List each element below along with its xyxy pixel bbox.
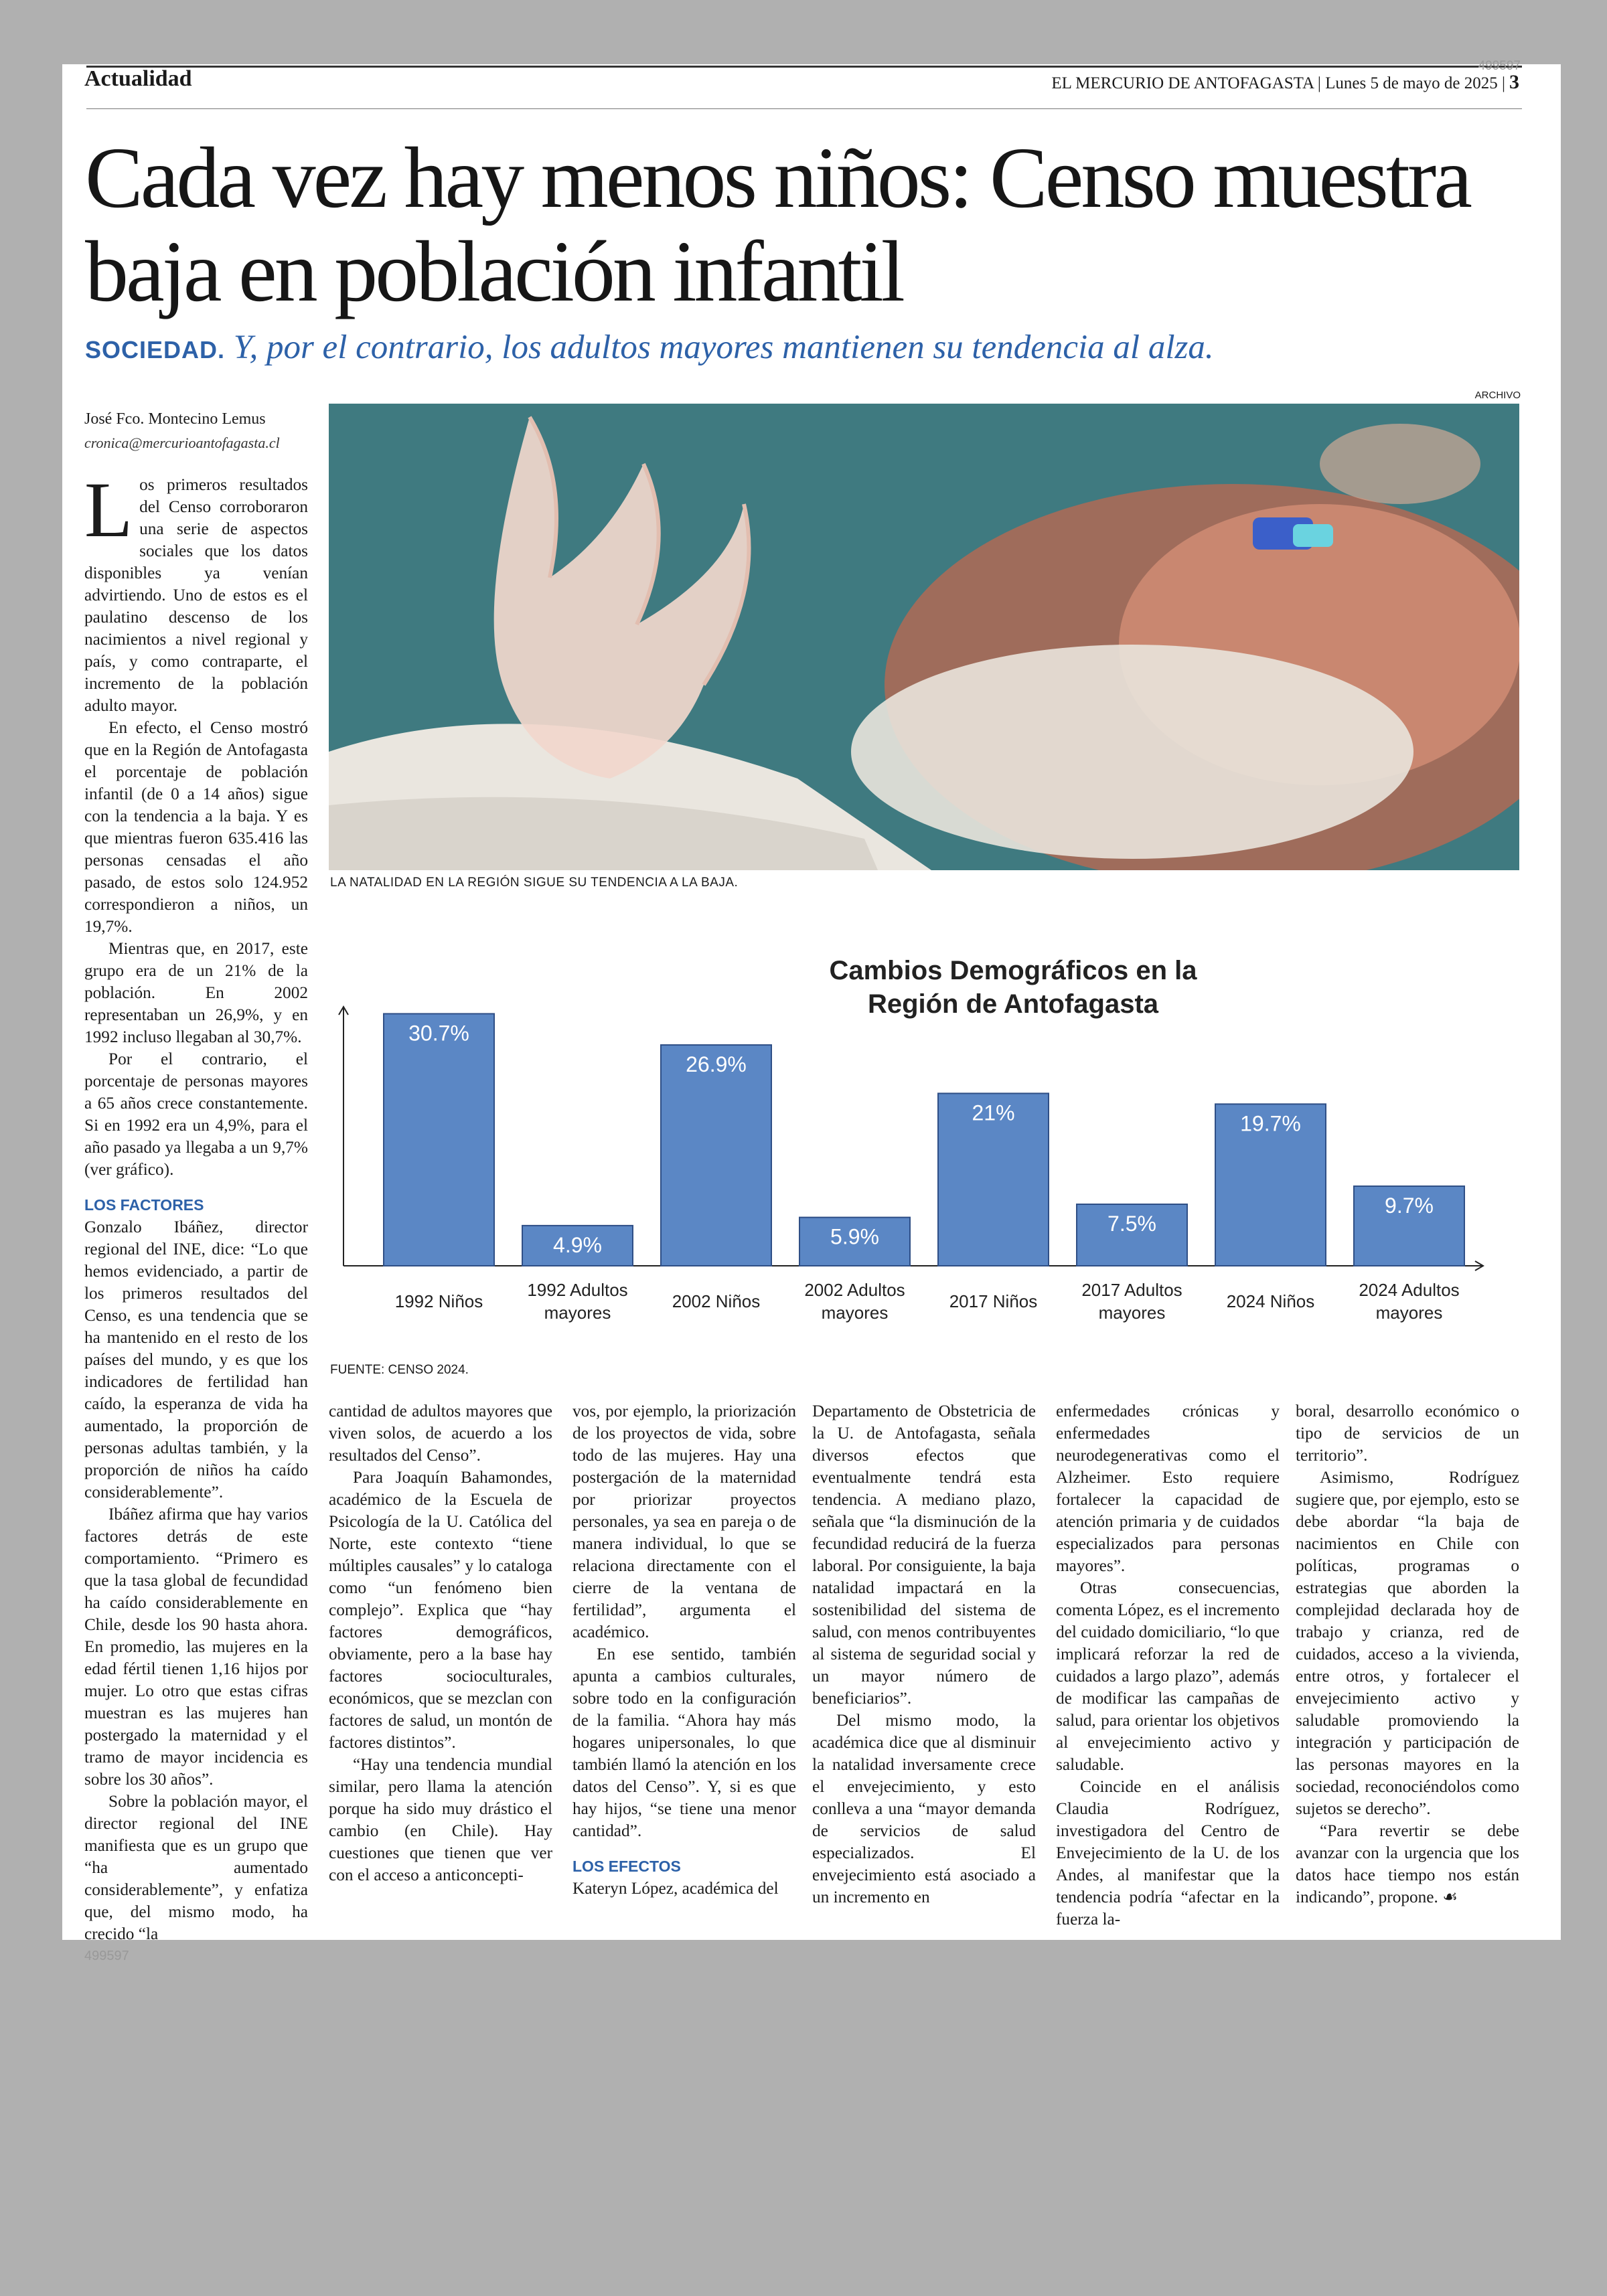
paragraph: Kateryn López, académica del <box>572 1879 779 1898</box>
paragraph <box>1296 1820 1519 1908</box>
x-tick-label: mayores <box>1098 1303 1166 1323</box>
article-column-3 <box>572 1400 796 1900</box>
photo-caption: LA NATALIDAD EN LA REGIÓN SIGUE SU TENDENCIA A LA BAJA. <box>330 876 739 890</box>
paragraph: enfermedades crónicas y enfermedades neurodegenerativas como el Alzheimer. Esto requiere fortalecer la capacidad de atención primaria y de cuidados especializados para personas mayores”. <box>1056 1402 1280 1575</box>
paragraph: Del mismo modo, la académica dice que al disminuir la natalidad inversamente crece el envejecimiento, y esto conlleva a una “mayor demanda de servicios de salud especializados. El envejecimiento está asociado a un incremento en <box>812 1711 1036 1906</box>
bar-value-label: 7.5% <box>1107 1212 1156 1236</box>
chart-title-line1: Cambios Demográficos en la <box>829 956 1197 985</box>
x-tick-label: 2024 Adultos <box>1359 1280 1460 1300</box>
x-tick-label: 2017 Adultos <box>1081 1280 1182 1300</box>
paragraph <box>84 466 308 717</box>
subhead-factores: LOS FACTORES <box>84 1196 204 1214</box>
paragraph: vos, por ejemplo, la priorización de los proyectos de vida, sobre todo de las mujeres. Hay una postergación de la maternidad por priorizar proyectos personales, ya sea en pareja o de manera individual, lo que se relaciona directamente con el cierre de la ventana de fertilidad”, argumenta el académico. <box>572 1402 796 1641</box>
bar-value-label: 21% <box>972 1100 1015 1125</box>
newspaper-page <box>62 59 1561 1963</box>
article-column-5 <box>1056 1400 1280 1931</box>
publication-name: EL MERCURIO DE ANTOFAGASTA <box>1051 74 1314 92</box>
chart-title-line2: Región de Antofagasta <box>867 989 1159 1019</box>
x-tick-label: 2024 Niños <box>1226 1291 1315 1311</box>
header-rule-bottom <box>86 108 1522 109</box>
bar-value-label: 19.7% <box>1240 1111 1301 1136</box>
headline: Cada vez hay menos niños: Censo muestra baja en población infantil <box>85 130 1470 320</box>
clip-stamp: 499597 <box>1478 59 1521 73</box>
byline-author: José Fco. Montecino Lemus <box>84 410 266 428</box>
x-tick-label: mayores <box>1375 1303 1443 1323</box>
bar-2002-niños <box>661 1045 771 1266</box>
x-tick-label: 1992 Niños <box>394 1291 483 1311</box>
paragraph: Asimismo, Rodríguez sugiere que, por ejemplo, esto se debe abordar “la baja de nacimientos en Chile con políticas, programas o estrategias que aborden la complejidad declarada hoy de trabajo y crianza, red de cuidados, acceso a la vivienda, entre otros, y fortalecer el envejecimiento activo y saludable promoviendo la integración y participación de las personas mayores en la sociedad, reconociéndolos como sujetos se derecho”. <box>1296 1468 1519 1818</box>
paragraph: Por el contrario, el porcentaje de personas mayores a 65 años crece constantemente. Si en 1992 era un 4,9%, para el año pasado ya llegaba a un 9,7% (ver gráfico). <box>84 1050 308 1179</box>
article-column-1 <box>84 466 308 1967</box>
bar-value-label: 4.9% <box>553 1232 602 1257</box>
demographics-chart <box>330 928 1522 1423</box>
page-number: 3 <box>1509 71 1519 93</box>
paragraph: En ese sentido, también apunta a cambios culturales, sobre todo en la configuración de la familia. “Ahora hay más hogares unipersonales, lo que también llamó la atención en los datos del Censo”. Y, si es que hay hijos, “se tiene una menor cantidad”. <box>572 1645 796 1840</box>
paragraph-text: os primeros resultados del Censo corroboraron una serie de aspectos sociales que los datos disponibles ya venían advirtiendo. Uno de estos es el paulatino descenso de los nacimientos a nivel regional y país, y como contraparte, el incremento de la población adulto mayor. <box>84 475 308 715</box>
publication-date: Lunes 5 de mayo de 2025 <box>1325 74 1498 92</box>
publication-line: EL MERCURIO DE ANTOFAGASTA | Lunes 5 de mayo de 2025 | 3 <box>1051 71 1519 93</box>
bar-value-label: 26.9% <box>686 1052 747 1077</box>
paragraph: Sobre la población mayor, el director regional del INE manifiesta que es un grupo que “ha aumentado considerablemente”, y enfatiza que, del mismo modo, ha crecido “la <box>84 1792 308 1943</box>
article-column-2 <box>329 1400 552 1886</box>
deck-text: Y, por el contrario, los adultos mayores mantienen su tendencia al alza. <box>233 329 1214 366</box>
deck-kicker: SOCIEDAD. <box>85 336 226 363</box>
bar-value-label: 9.7% <box>1385 1194 1434 1218</box>
paragraph-text: “Para revertir se debe avanzar con la urgencia que los datos hace tiempo nos están indicando”, propone. <box>1296 1821 1519 1906</box>
chart-svg <box>330 928 1522 1356</box>
paragraph: boral, desarrollo económico o tipo de servicios de un territorio”. <box>1296 1402 1519 1465</box>
paragraph: Mientras que, en 2017, este grupo era de un 21% de la población. En 2002 representaban un 26,9%, y en 1992 incluso llegaban al 30,7%. <box>84 939 308 1046</box>
header-rule <box>86 66 1522 68</box>
x-tick-label: mayores <box>544 1303 611 1323</box>
paragraph: Para Joaquín Bahamondes, académico de la Escuela de Psicología de la U. Católica del Norte, este contexto “tiene múltiples causales” y lo cataloga como “un fenómeno bien complejo”. Explica que “hay factores demográficos, obviamente, pero a la base hay factores socioculturales, económicos, que se mezclan con factores de salud, un montón de factores distintos”. <box>329 1468 552 1752</box>
byline-email: cronica@mercurioantofagasta.cl <box>84 434 280 451</box>
x-tick-label: 1992 Adultos <box>527 1280 628 1300</box>
bar-value-label: 30.7% <box>408 1021 469 1046</box>
deck <box>85 328 1214 367</box>
paragraph: “Hay una tendencia mundial similar, pero llama la atención porque ha sido muy drástico el cambio (en Chile). Hay cuestiones que tienen que ver con el acceso a anticoncepti- <box>329 1755 552 1884</box>
paragraph: cantidad de adultos mayores que viven solos, de acuerdo a los resultados del Censo”. <box>329 1402 552 1465</box>
newborn-photo <box>329 404 1519 870</box>
paragraph: Departamento de Obstetricia de la U. de Antofagasta, señala diversos efectos que eventualmente tendrá esta tendencia. A mediano plazo, señala que “la disminución de la fecundidad reducirá de la fuerza laboral. Por consiguiente, la baja natalidad impactará en la sostenibilidad del sistema de salud, con menos contribuyentes al sistema de seguridad social y un mayor número de beneficiarios”. <box>812 1402 1036 1708</box>
photo-credit: ARCHIVO <box>1474 390 1521 401</box>
chart-source: FUENTE: CENSO 2024. <box>330 1363 469 1377</box>
end-mark-icon: ☙ <box>1442 1888 1458 1906</box>
bar-1992-niños <box>384 1013 494 1266</box>
x-tick-label: mayores <box>821 1303 889 1323</box>
paragraph: Coincide en el análisis Claudia Rodríguez, investigadora del Centro de Envejecimiento de la U. de los Andes, al manifestar que la tendencia podría “afectar en la fuerza la- <box>1056 1777 1280 1929</box>
article-column-4 <box>812 1400 1036 1908</box>
paragraph: Gonzalo Ibáñez, director regional del INE, dice: “Lo que hemos evidenciado, a partir de los primeros resultados del Censo, es una tendencia que se ha mantenido en el resto de los países del mundo, y es que los indicadores de fertilidad han caído, la esperanza de vida ha aumentado, la proporción de personas adultas también, y la proporción de niños ha caído considerablemente”. <box>84 1218 308 1501</box>
byline <box>84 407 339 455</box>
subhead-efectos: LOS EFECTOS <box>572 1858 681 1875</box>
bar-value-label: 5.9% <box>830 1224 879 1249</box>
x-tick-label: 2017 Niños <box>949 1291 1038 1311</box>
article-column-6 <box>1296 1400 1519 1908</box>
paragraph: Ibáñez afirma que hay varios factores detrás de este comportamiento. “Primero es que la tasa global de fecundidad ha caído considerablemente en Chile, desde los 90 hasta ahora. En promedio, las mujeres en la edad fértil tienen 1,16 hijos por mujer. Lo otro que estas cifras muestran es las mujeres han postergado la maternidad y el tramo de mayor incidencia es sobre los 30 años”. <box>84 1505 308 1789</box>
dropcap: L <box>84 466 133 554</box>
x-tick-label: 2002 Adultos <box>804 1280 905 1300</box>
paragraph: Otras consecuencias, comenta López, es el incremento del cuidado domiciliario, “lo que implicará reforzar la red de cuidados a largo plazo”, además de modificar las campañas de salud, para orientar los objetivos al envejecimiento activo y saludable. <box>1056 1578 1280 1774</box>
photo-illustration <box>329 404 1519 870</box>
section-label: Actualidad <box>84 66 192 91</box>
x-tick-label: 2002 Niños <box>672 1291 761 1311</box>
paragraph: En efecto, el Censo mostró que en la Región de Antofagasta el porcentaje de población infantil (de 0 a 14 años) sigue con la tendencia a la baja. Y es que mientras fueron 635.416 las personas censadas el año pasado, de estos solo 124.952 correspondieron a niños, un 19,7%. <box>84 718 308 936</box>
clip-stamp-bottom: 499597 <box>84 1949 129 1963</box>
